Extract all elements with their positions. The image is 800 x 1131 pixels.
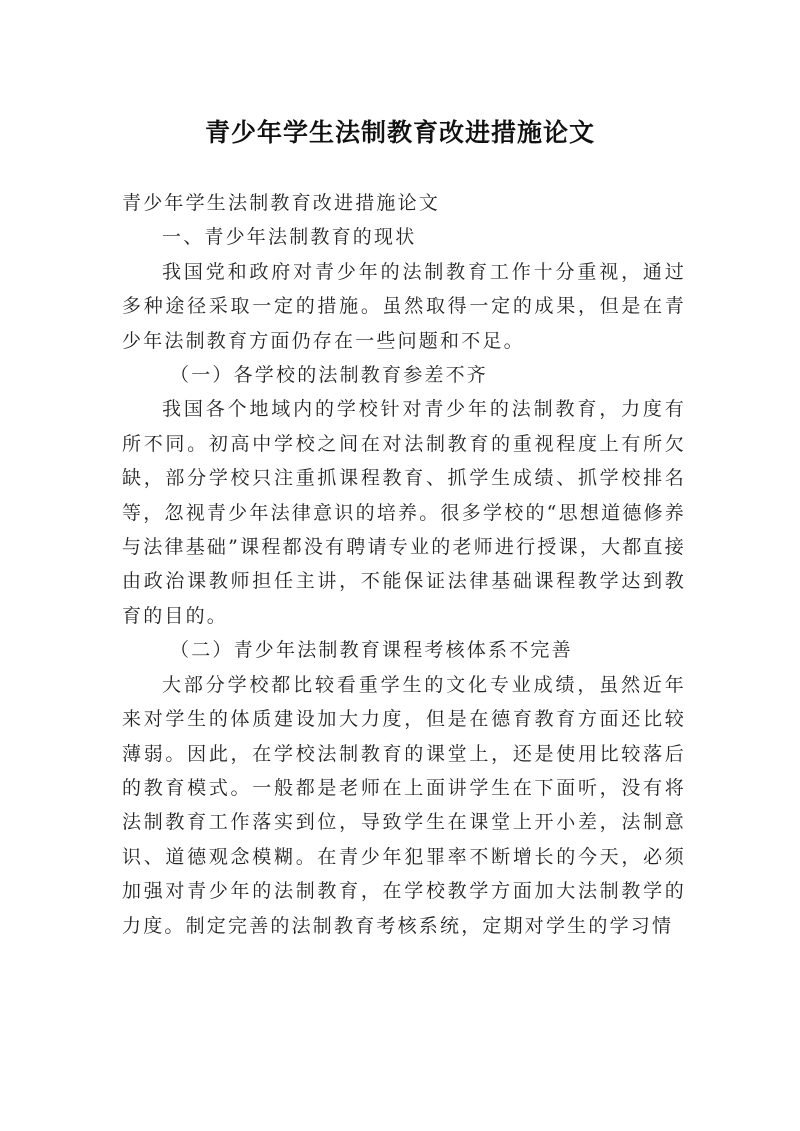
document-title: 青少年学生法制教育改进措施论文 [204,117,595,147]
body-heading: 青少年学生法制教育改进措施论文 [122,192,441,214]
paragraph: 大部分学校都比较看重学生的文化专业成绩，虽然近年来对学生的体质建设加大力度，但是在德育教育方面还比较薄弱。因此，在学校法制教育的课堂上，还是使用比较落后的教育模式。一般都是老师在上面讲学生在下面听，没有将法制教育工作落实到位，导致学生在课堂上开小差，法制意识、道德观念模糊。在青少年犯罪率不断增长的今天，必须加强对青少年的法制教育，在学校教学方面加大法制教学的力度。制定完善的法制教育考核系统，定期对学生的学习情 [122,673,686,937]
subsection-heading: （一）各学校的法制教育参差不齐 [170,364,489,387]
paragraph: 我国党和政府对青少年的法制教育工作十分重视，通过多种途径采取一定的措施。虽然取得一定的成果，但是在青少年法制教育方面仍存在一些问题和不足。 [122,260,686,352]
section-heading: 一、青少年法制教育的现状 [162,226,417,249]
document-body [122,186,686,943]
paragraph: 我国各个地域内的学校针对青少年的法制教育，力度有所不同。初高中学校之间在对法制教育的重视程度上有所欠缺，部分学校只注重抓课程教育、抓学生成绩、抓学校排名等，忽视青少年法律意识的培养。很多学校的“思想道德修养与法律基础”课程都没有聘请专业的老师进行授课，大都直接由政治课教师担任主讲，不能保证法律基础课程教学达到教育的目的。 [122,398,686,627]
subsection-heading: （二）青少年法制教育课程考核体系不完善 [170,639,573,662]
